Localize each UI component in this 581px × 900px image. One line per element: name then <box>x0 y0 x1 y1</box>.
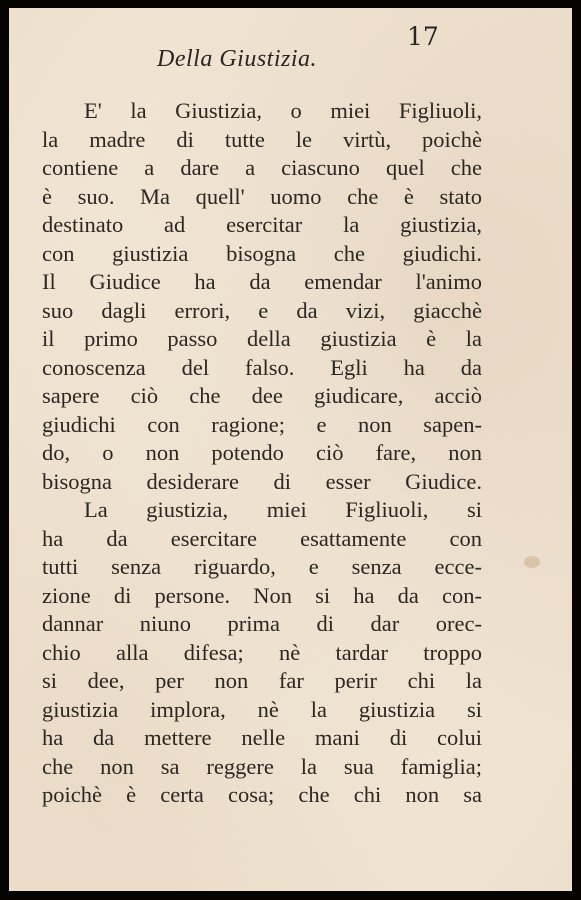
paragraph <box>42 97 482 496</box>
text-line: destinato ad esercitar la giustizia, <box>42 212 482 237</box>
text-line: è suo. Ma quell' uomo che è stato <box>42 183 482 209</box>
text-line: ha da esercitare esattamente con <box>42 525 482 551</box>
chapter-heading: Della Giustizia. <box>157 46 318 72</box>
text-line: con giustizia bisogna che giudichi. <box>42 240 482 266</box>
body-text <box>42 97 482 810</box>
text-line: contiene a dare a ciascuno quel che <box>42 155 482 180</box>
text-line: conoscenza del falso. Egli ha da <box>42 354 482 380</box>
text-line: tutti senza riguardo, e senza ecce- <box>42 554 482 579</box>
paper-stain <box>524 556 540 568</box>
text-line: zione di persone. Non si ha da con- <box>42 582 482 608</box>
text-line: sapere ciò che dee giudicare, acciò <box>42 383 482 408</box>
text-line: dannar niuno prima di dar orec- <box>42 611 482 636</box>
text-line: chio alla difesa; nè tardar troppo <box>42 639 482 665</box>
text-line: bisogna desiderare di esser Giudice. <box>42 468 482 494</box>
text-line: do, o non potendo ciò fare, non <box>42 440 482 465</box>
text-line: si dee, per non far perir chi la <box>42 668 482 693</box>
text-line: Il Giudice ha da emendar l'animo <box>42 269 482 294</box>
paragraph <box>42 496 482 810</box>
text-line: la madre di tutte le virtù, poichè <box>42 126 482 152</box>
text-line: ha da mettere nelle mani di colui <box>42 725 482 750</box>
text-line: giustizia implora, nè la giustizia si <box>42 696 482 722</box>
text-line: giudichi con ragione; e non sapen- <box>42 411 482 437</box>
page-number: 17 <box>407 22 439 51</box>
text-line: La giustizia, miei Figliuoli, si <box>84 497 482 522</box>
text-line: E' la Giustizia, o miei Figliuoli, <box>84 98 482 123</box>
book-page <box>9 8 572 891</box>
text-line: poichè è certa cosa; che chi non sa <box>42 782 482 807</box>
text-line: suo dagli errori, e da vizi, giacchè <box>42 297 482 323</box>
text-line: il primo passo della giustizia è la <box>42 326 482 351</box>
text-line: che non sa reggere la sua famiglia; <box>42 753 482 779</box>
